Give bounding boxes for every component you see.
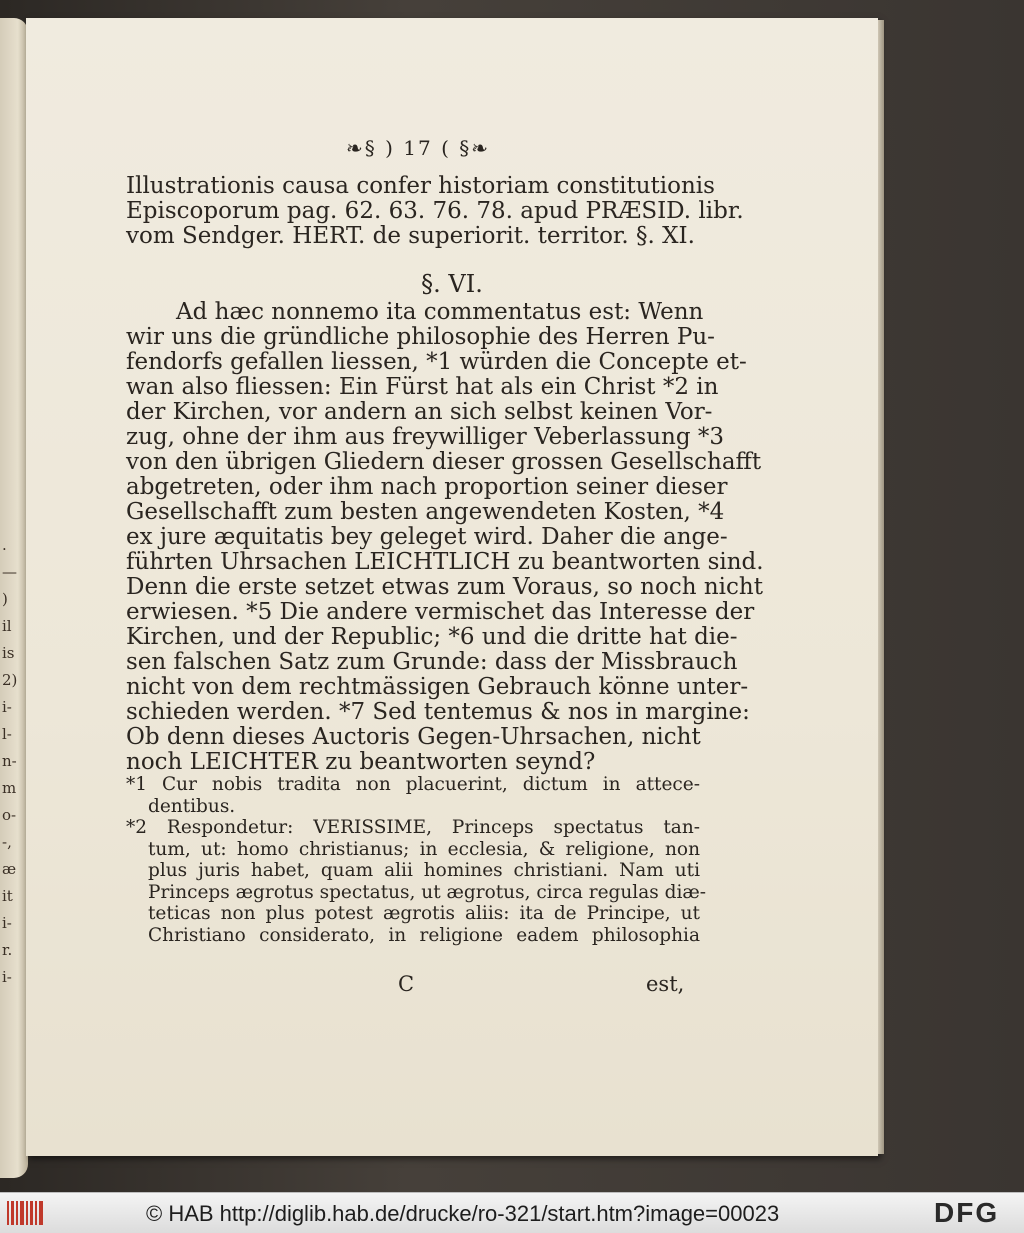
body-text xyxy=(126,299,764,775)
fragment-text: o- xyxy=(2,806,17,824)
fragment-text: l- xyxy=(2,725,12,743)
fragment-text: is xyxy=(2,644,15,662)
catchword: est, xyxy=(646,972,685,996)
page-edge xyxy=(878,20,884,1154)
footnote-line: tum, ut: homo christianus; in ecclesia, & religione, non xyxy=(148,838,700,860)
previous-page-edge xyxy=(0,18,28,1178)
footnote-line: *2 Respondetur: VERISSIME, Princeps spectatus tan- xyxy=(126,817,700,838)
footnotes xyxy=(126,774,707,946)
footnote-line: dentibus. xyxy=(148,795,236,817)
text-line: zug, ohne der ihm aus freywilliger Veberlassung *3 xyxy=(126,424,725,450)
fragment-text: -, xyxy=(2,833,12,851)
fragment-text: it xyxy=(2,887,13,905)
text-line: Ad hæc nonnemo ita commentatus est: Wenn xyxy=(176,299,704,325)
footnote-line: plus juris habet, quam alii homines christiani. Nam uti xyxy=(148,860,700,881)
text-line: fendorfs gefallen liessen, *1 würden die Concepte et- xyxy=(126,349,747,375)
fragment-text: . xyxy=(2,536,7,554)
text-line: abgetreten, oder ihm nach proportion seiner dieser xyxy=(126,474,728,500)
text-line: Denn die erste setzet etwas zum Voraus, so noch nicht xyxy=(126,574,763,600)
fragment-text: i- xyxy=(2,698,12,716)
text-line: vom Sendger. HERT. de superiorit. territor. §. XI. xyxy=(126,223,695,249)
section-heading: §. VI. xyxy=(421,270,483,298)
copyright-link[interactable]: © HAB http://diglib.hab.de/drucke/ro-321/start.htm?image=00023 xyxy=(146,1201,780,1226)
fragment-text: æ xyxy=(2,860,17,878)
fragment-text: i- xyxy=(2,914,12,932)
top-lines xyxy=(126,173,744,249)
text-line: Gesellschafft zum besten angewendeten Kosten, *4 xyxy=(126,499,725,525)
text-line: von den übrigen Gliedern dieser grossen Gesellschafft xyxy=(126,449,762,475)
barcode-icon xyxy=(6,1199,46,1227)
fragment-text: i- xyxy=(2,968,12,986)
text-line: nicht von dem rechtmässigen Gebrauch könne unter- xyxy=(126,674,749,700)
text-line: wan also fliessen: Ein Fürst hat als ein Christ *2 in xyxy=(126,374,719,400)
text-line: erwiesen. *5 Die andere vermischet das Interesse der xyxy=(126,599,755,625)
dfg-logo: DFG xyxy=(934,1197,1000,1228)
text-line: wir uns die gründliche philosophie des Herren Pu- xyxy=(126,324,715,350)
text-line: schieden werden. *7 Sed tentemus & nos in margine: xyxy=(126,699,750,725)
fragment-text: n- xyxy=(2,752,17,770)
text-line: Illustrationis causa confer historiam constitutionis xyxy=(126,173,715,199)
text-line: der Kirchen, vor andern an sich selbst keinen Vor- xyxy=(126,399,713,425)
text-line: noch LEICHTER zu beantworten seynd? xyxy=(126,749,596,775)
text-line: sen falschen Satz zum Grunde: dass der Missbrauch xyxy=(126,649,738,675)
text-line: Episcoporum pag. 62. 63. 76. 78. apud PRÆSID. libr. xyxy=(126,198,744,224)
fragment-text: — xyxy=(2,563,17,581)
book-page xyxy=(26,18,878,1156)
fragment-text: m xyxy=(2,779,17,797)
fragment-text: r. xyxy=(2,941,13,959)
text-line: führten Uhrsachen LEICHTLICH zu beantworten sind. xyxy=(126,549,764,575)
fragment-text: ) xyxy=(2,590,8,608)
signature-mark: C xyxy=(398,972,415,996)
footer-bar xyxy=(0,1192,1024,1233)
text-line: ex jure æquitatis bey geleget wird. Daher die ange- xyxy=(126,524,728,550)
text-line: Ob denn dieses Auctoris Gegen-Uhrsachen, nicht xyxy=(126,724,701,750)
footnote-line: Princeps ægrotus spectatus, ut ægrotus, circa regulas diæ- xyxy=(148,881,707,903)
fragment-text: 2) xyxy=(2,671,18,689)
footnote-line: teticas non plus potest ægrotis aliis: ita de Principe, ut xyxy=(148,903,700,924)
footnote-line: *1 Cur nobis tradita non placuerint, dictum in attece- xyxy=(126,774,700,795)
footnote-line: Christiano considerato, in religione eadem philosophia xyxy=(148,924,700,946)
text-line: Kirchen, und der Republic; *6 und die dritte hat die- xyxy=(126,624,738,650)
fragment-text: il xyxy=(2,617,12,635)
page-header: ❧§ ) 17 ( §❧ xyxy=(346,136,490,160)
